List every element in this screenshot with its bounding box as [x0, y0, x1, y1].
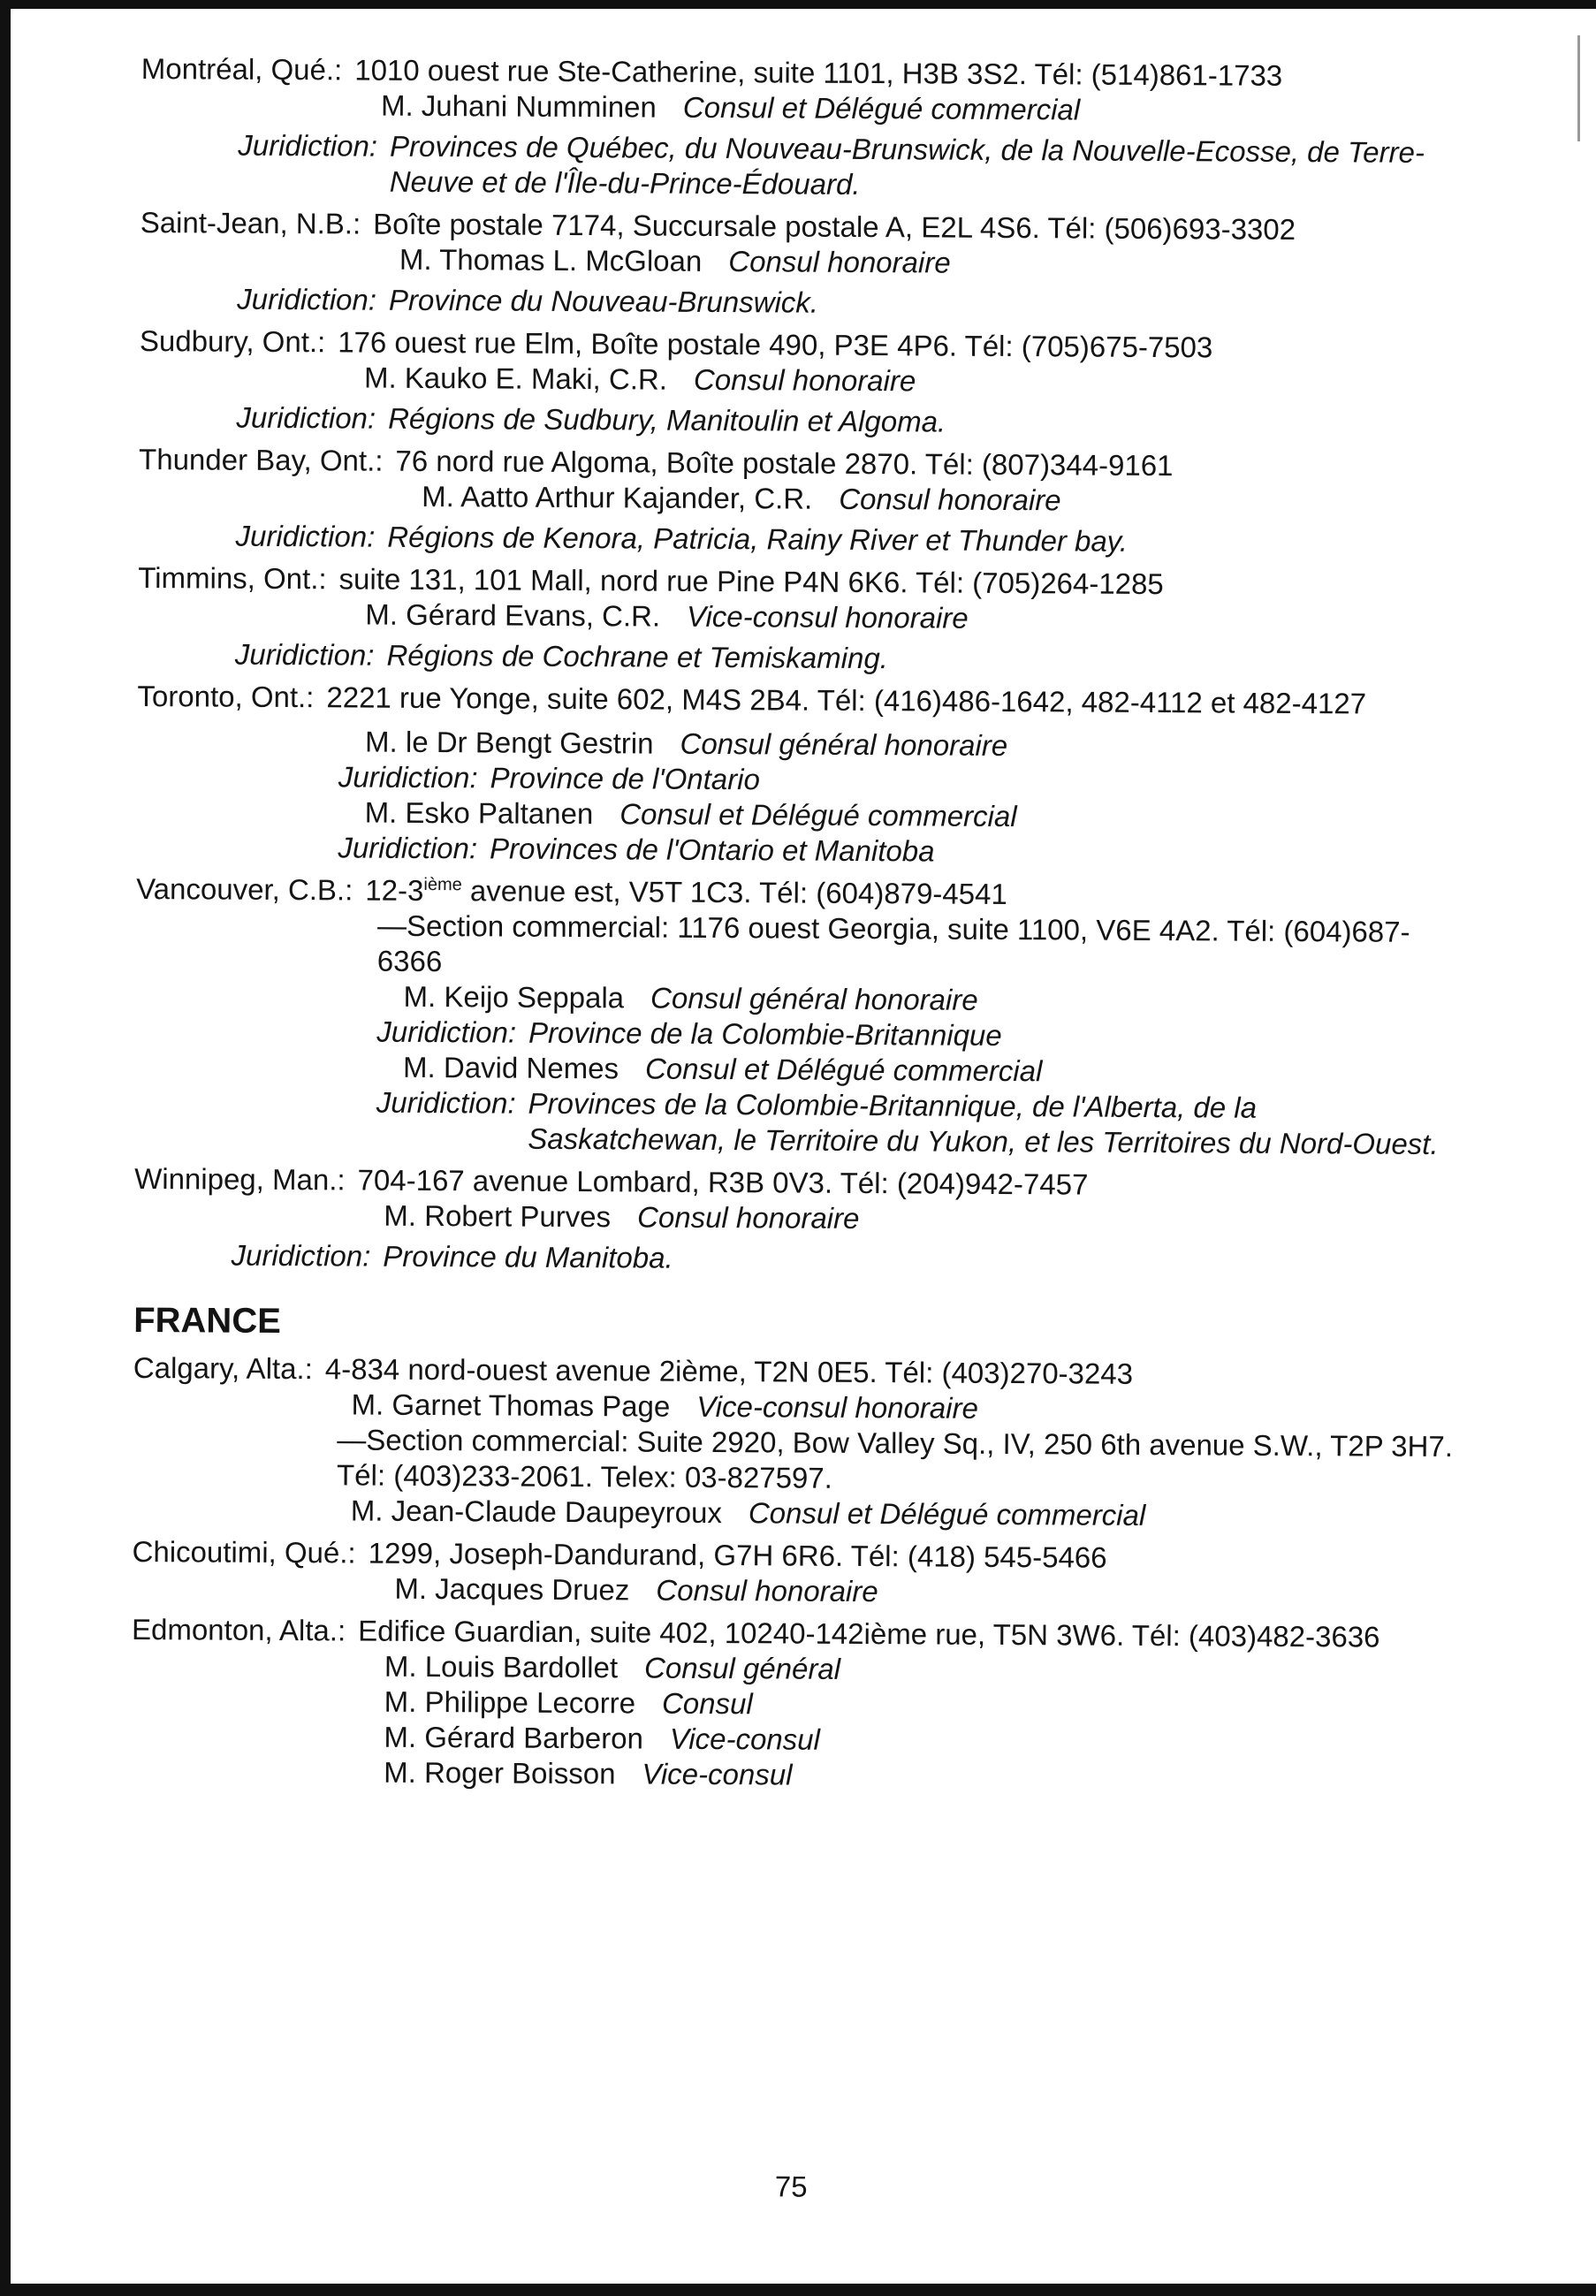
official	[338, 597, 1463, 639]
scan-edge-bottom	[0, 2284, 1596, 2296]
jurisdiction-label: Juridiction:	[234, 637, 375, 672]
consulate-entry-edmonton	[131, 1612, 1457, 1797]
city-label: Calgary, Alta.:	[133, 1350, 313, 1386]
official	[354, 87, 1467, 130]
commercial-section: —Section commercial: Suite 2920, Bow Valley Sq., IV, 250 6th avenue S.W., T2P 3H7. Tél: (403)233-2061. Telex: 03-827597.	[336, 1423, 1454, 1494]
jurisdiction-text: Régions de Cochrane et Temiskaming.	[386, 638, 889, 675]
official-name: M. Juhani Numminen	[380, 88, 657, 124]
official	[357, 1755, 1456, 1798]
official-name: M. le Dr Bengt Gestrin	[365, 725, 654, 760]
jurisdiction-text: Régions de Sudbury, Manitoulin et Algoma.	[388, 401, 946, 438]
official-name: M. Aatto Arthur Kajander, C.R.	[422, 479, 813, 515]
official	[368, 1571, 1457, 1614]
official-name: M. Garnet Thomas Page	[351, 1387, 671, 1423]
consulate-entry-winnipeg	[134, 1161, 1461, 1281]
city-label: Saint-Jean, N.B.:	[140, 205, 361, 240]
consulate-entry-vancouver	[134, 871, 1462, 1162]
official-role: Vice-consul honoraire	[687, 599, 969, 635]
address: 176 ouest rue Elm, Boîte postale 490, P3E 4P6. Tél: (705)675-7503	[338, 325, 1213, 364]
consulate-entry-saint-jean	[140, 205, 1466, 324]
city-label: Timmins, Ont.:	[138, 560, 327, 596]
city-label: Edmonton, Alta.:	[131, 1612, 346, 1647]
address: 1299, Joseph-Dandurand, G7H 6R6. Tél: (418) 545-5466	[368, 1536, 1107, 1574]
jurisdiction-label: Juridiction:	[237, 282, 377, 316]
consulate-entry-montreal	[141, 51, 1467, 206]
official	[324, 1493, 1458, 1535]
scan-edge-right	[1577, 35, 1580, 141]
jurisdiction-label: Juridiction:	[235, 519, 376, 553]
jurisdiction-text: Provinces de Québec, du Nouveau-Brunswick, de la Nouvelle-Ecosse, de Terre-Neuve et de l'Île-du-Prince-Édouard.	[389, 129, 1425, 201]
address: 76 nord rue Algoma, Boîte postale 2870. Tél: (807)344-9161	[395, 444, 1174, 483]
consulate-entry-sudbury	[139, 323, 1465, 443]
official-name: M. Thomas L. McGloan	[399, 242, 703, 277]
official	[373, 242, 1466, 285]
official-name: M. Louis Bardollet	[384, 1649, 619, 1684]
official-name: M. Keijo Seppala	[403, 979, 625, 1015]
official-name: M. Jean-Claude Daupeyroux	[350, 1494, 723, 1530]
official-role: Consul	[661, 1686, 753, 1721]
jurisdiction-text: Province de l'Ontario	[490, 761, 761, 796]
official-name: M. Gérard Evans, C.R.	[365, 597, 661, 633]
scan-edge-left	[0, 0, 11, 2296]
city-label: Vancouver, C.B.:	[136, 871, 353, 907]
official	[357, 1198, 1460, 1241]
address: 1010 ouest rue Ste-Catherine, suite 1101, H3B 3S2. Tél: (514)861-1733	[354, 53, 1283, 92]
official-role: Consul et Délégué commercial	[644, 1052, 1043, 1088]
jurisdiction-label: Juridiction:	[238, 128, 378, 163]
jurisdiction-text: Province de la Colombie-Britannique	[528, 1015, 1002, 1052]
official-role: Consul général honoraire	[680, 726, 1008, 763]
official-name: M. David Nemes	[403, 1050, 619, 1085]
city-label: Sudbury, Ont.:	[139, 323, 326, 359]
official-name: M. Philippe Lecorre	[384, 1684, 636, 1720]
city-label: Toronto, Ont.:	[137, 679, 315, 714]
official-role: Consul général	[643, 1651, 841, 1685]
jurisdiction-label: Juridiction:	[231, 1238, 371, 1273]
official-role: Consul et Délégué commercial	[682, 90, 1081, 126]
official-role: Consul général honoraire	[650, 981, 978, 1016]
commercial-section: —Section commercial: 1176 ouest Georgia, suite 1100, V6E 4A2. Tél: (604)687-6366	[376, 909, 1410, 978]
consulate-entry-timmins	[138, 560, 1464, 680]
consulate-entry-thunder-bay	[138, 442, 1464, 561]
official-role: Consul honoraire	[636, 1200, 860, 1235]
official-role: Consul honoraire	[656, 1573, 878, 1608]
address: Edifice Guardian, suite 402, 10240-142ième rue, T5N 3W6. Tél: (403)482-3636	[358, 1614, 1380, 1654]
official	[395, 479, 1464, 521]
official-role: Vice-consul honoraire	[696, 1389, 978, 1425]
document-page	[131, 44, 1467, 2203]
jurisdiction-text: Provinces de l'Ontario et Manitoba	[490, 832, 935, 868]
jurisdiction-text: Province du Manitoba.	[383, 1239, 673, 1274]
official-role: Consul honoraire	[693, 362, 916, 398]
jurisdiction-text: Province du Nouveau-Brunswick.	[388, 283, 819, 319]
official-role: Vice-consul	[669, 1722, 821, 1756]
city-label: Chicoutimi, Qué.:	[132, 1534, 356, 1570]
address: Boîte postale 7174, Succursale postale A, E2L 4S6. Tél: (506)693-3302	[373, 207, 1296, 246]
jurisdiction-label: Juridiction:	[338, 831, 478, 865]
address: 4-834 nord-ouest avenue 2ième, T2N 0E5. Tél: (403)270-3243	[324, 1352, 1134, 1390]
consulate-entry-toronto	[136, 679, 1463, 872]
official-name: M. Jacques Druez	[394, 1571, 630, 1607]
consulate-entry-calgary	[133, 1350, 1459, 1535]
jurisdiction-text: Régions de Kenora, Patricia, Rainy River et Thunder bay.	[387, 520, 1129, 558]
address: suite 131, 101 Mall, nord rue Pine P4N 6K6. Tél: (705)264-1285	[338, 562, 1164, 601]
jurisdiction-label: Juridiction:	[236, 400, 376, 435]
official-name: M. Esko Paltanen	[364, 795, 594, 831]
official-name: M. Gérard Barberon	[384, 1720, 644, 1755]
jurisdiction-label: Juridiction:	[376, 1085, 516, 1120]
scan-edge-top	[0, 0, 1596, 9]
page-number: 75	[774, 2170, 808, 2203]
address: 2221 rue Yonge, suite 602, M4S 2B4. Tél: (416)486-1642, 482-4112 et 482-4127	[326, 680, 1367, 720]
city-label: Montréal, Qué.:	[141, 51, 343, 87]
official-name: M. Roger Boisson	[384, 1755, 616, 1790]
jurisdiction-text: Provinces de la Colombie-Britannique, de l'Alberta, de la Saskatchewan, le Territoire du Yukon, et les Territoires du Nord-Ouest.	[528, 1086, 1439, 1160]
official-role: Consul honoraire	[728, 245, 951, 279]
city-label: Thunder Bay, Ont.:	[139, 442, 384, 477]
official-role: Consul et Délégué commercial	[748, 1496, 1146, 1532]
consulate-entry-chicoutimi	[132, 1534, 1457, 1613]
official-role: Consul honoraire	[839, 482, 1061, 517]
address: 704-167 avenue Lombard, R3B 0V3. Tél: (204)942-7457	[357, 1163, 1089, 1201]
official-role: Vice-consul	[642, 1757, 793, 1791]
country-heading: FRANCE	[133, 1300, 281, 1341]
official-role: Consul et Délégué commercial	[619, 797, 1017, 833]
jurisdiction-label: Juridiction:	[338, 760, 478, 794]
address: 12-3ième avenue est, V5T 1C3. Tél: (604)879-4541	[365, 873, 1007, 911]
official-name: M. Kauko E. Maki, C.R.	[363, 361, 668, 396]
jurisdiction-label: Juridiction:	[376, 1015, 517, 1049]
official	[338, 360, 1465, 402]
official-name: M. Robert Purves	[384, 1198, 612, 1234]
city-label: Winnipeg, Man.:	[134, 1161, 346, 1197]
